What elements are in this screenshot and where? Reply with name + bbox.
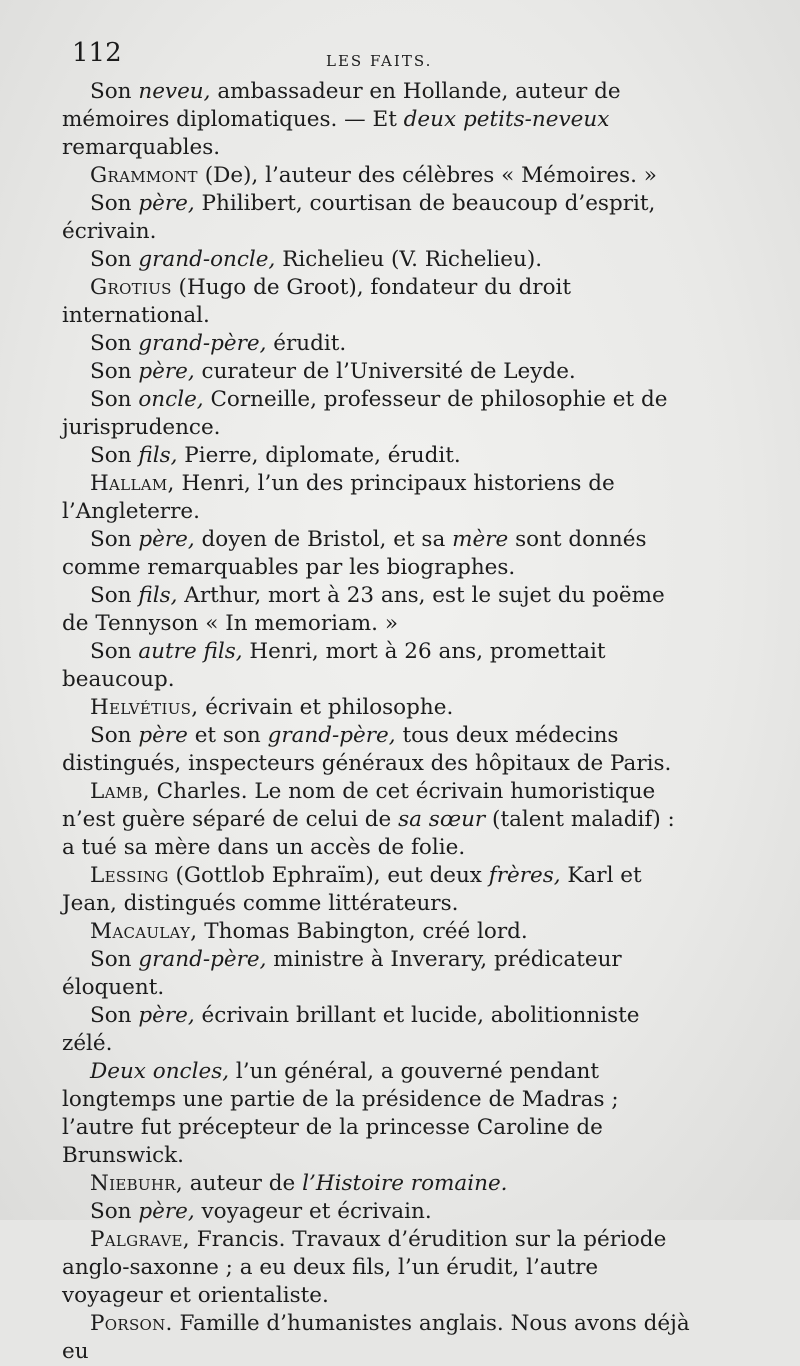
emphasis-text: neveu,: [138, 79, 211, 104]
text-run: Son: [90, 443, 139, 468]
emphasis-text: fils,: [138, 443, 178, 468]
emphasis-text: mère: [452, 527, 509, 552]
text-run: Francis. Travaux d’érudition sur la période anglo-saxonne ; a eu deux fils, l’un érudit, l’autre voyageur et orientaliste.: [62, 1227, 667, 1308]
emphasis-text: père,: [138, 359, 195, 384]
paragraph-macaulay-pere: [62, 1002, 692, 1058]
text-run: sont donnés comme remarquables par les biographes.: [62, 527, 647, 580]
paragraph-macaulay: [62, 918, 692, 946]
text-run: Son: [90, 1003, 139, 1028]
page-header: [72, 38, 740, 78]
emphasis-text: autre fils,: [138, 639, 243, 664]
entry-name: Grammont: [90, 163, 198, 188]
paragraph-niebuhr-pere: [62, 1198, 692, 1226]
paragraph-helvetius-pere: [62, 722, 692, 778]
text-run: Son: [90, 527, 139, 552]
emphasis-text: grand-père,: [138, 947, 267, 972]
text-run: remarquables.: [62, 135, 221, 160]
entry-name: Grotius: [90, 275, 172, 300]
text-run: curateur de l’Université de Leyde.: [194, 359, 576, 384]
emphasis-text: père,: [138, 1003, 195, 1028]
text-run: doyen de Bristol, et sa: [194, 527, 453, 552]
paragraph-hallam-fils: [62, 582, 692, 638]
emphasis-text: grand-père,: [267, 723, 396, 748]
paragraph-grammont: [62, 162, 692, 190]
paragraph-grammont-grand-oncle: [62, 246, 692, 274]
paragraph-hallam-pere: [62, 526, 692, 582]
text-run: ministre à Inverary, prédicateur éloquent.: [62, 947, 622, 1000]
paragraph-lamb: [62, 778, 692, 862]
text-run: écrivain et philosophe.: [198, 695, 454, 720]
text-run: voyageur et écrivain.: [194, 1199, 432, 1224]
text-run: Son: [90, 583, 139, 608]
text-run: Son: [90, 331, 139, 356]
running-title: LES FAITS.: [326, 52, 433, 70]
paragraph-helvetius: [62, 694, 692, 722]
text-run: Henri, mort à 26 ans, promettait beaucoup.: [62, 639, 606, 692]
text-run: érudit.: [266, 331, 347, 356]
paragraph-porson: [62, 1310, 692, 1366]
entry-name: Palgrave,: [90, 1227, 190, 1252]
paragraph-grotius-pere: [62, 358, 692, 386]
emphasis-text: grand-père,: [138, 331, 267, 356]
text-run: Charles. Le nom de cet écrivain humoristique n’est guère séparé de celui de: [62, 779, 656, 832]
text-run: tous deux médecins distingués, inspecteurs généraux des hôpitaux de Paris.: [62, 723, 672, 776]
text-run: Son: [90, 639, 139, 664]
text-run: Son: [90, 79, 139, 104]
emphasis-text: père: [138, 723, 188, 748]
text-run: Son: [90, 359, 139, 384]
emphasis-text: frères,: [488, 863, 561, 888]
text-run: (talent maladif) : a tué sa mère dans un accès de folie.: [62, 807, 675, 860]
emphasis-text: père,: [138, 191, 195, 216]
emphasis-text: père,: [138, 1199, 195, 1224]
paragraph-grammont-pere: [62, 190, 692, 246]
emphasis-text: père,: [138, 527, 195, 552]
paragraph-hallam-autre-fils: [62, 638, 692, 694]
text-run: Son: [90, 387, 139, 412]
text-run: Famille d’humanistes anglais. Nous avons déjà eu: [62, 1311, 690, 1364]
text-run: Richelieu (V. Richelieu).: [275, 247, 543, 272]
text-run: auteur de: [182, 1171, 303, 1196]
text-run: Son: [90, 723, 139, 748]
emphasis-text: fils,: [138, 583, 178, 608]
text-run: ambassadeur en Hollande, auteur de mémoires diplomatiques. — Et: [62, 79, 621, 132]
text-run: Philibert, courtisan de beaucoup d’esprit, écrivain.: [62, 191, 656, 244]
entry-name: Helvétius,: [90, 695, 199, 720]
emphasis-text: deux petits-neveux: [403, 107, 610, 132]
emphasis-text: grand-oncle,: [138, 247, 276, 272]
text-run: et son: [187, 723, 268, 748]
paragraph-macaulay-oncles: [62, 1058, 692, 1170]
paragraph-macaulay-grand-pere: [62, 946, 692, 1002]
text-run: (Hugo de Groot), fondateur du droit international.: [62, 275, 572, 328]
paragraph-grotius-neveu: [62, 78, 692, 162]
text-run: Corneille, professeur de philosophie et de jurisprudence.: [62, 387, 668, 440]
text-run: Arthur, mort à 23 ans, est le sujet du poëme de Tennyson « In memoriam. »: [62, 583, 665, 636]
text-run: Son: [90, 947, 139, 972]
entry-name: Porson.: [90, 1311, 173, 1336]
paragraph-palgrave: [62, 1226, 692, 1310]
emphasis-text: Deux oncles,: [90, 1059, 230, 1084]
text-run: Henri, l’un des principaux historiens de l’Angleterre.: [62, 471, 615, 524]
paragraph-grotius: [62, 274, 692, 330]
text-run: l’un général, a gouverné pendant longtemps une partie de la présidence de Madras ; l’autre fut précepteur de la princesse Caroline de Brunswick.: [62, 1059, 619, 1168]
paragraph-grotius-oncle: [62, 386, 692, 442]
text-run: Pierre, diplomate, érudit.: [177, 443, 461, 468]
text-run: (De), l’auteur des célèbres « Mémoires. »: [197, 163, 657, 188]
emphasis-text: sa sœur: [398, 807, 486, 832]
paragraph-grotius-grand-pere: [62, 330, 692, 358]
text-run: Thomas Babington, créé lord.: [197, 919, 528, 944]
entry-name: Macaulay,: [90, 919, 198, 944]
paragraph-niebuhr: [62, 1170, 692, 1198]
text-run: Son: [90, 247, 139, 272]
text-run: Son: [90, 1199, 139, 1224]
entry-name: Lessing: [90, 863, 169, 888]
paragraph-lessing: [62, 862, 692, 918]
entry-name: Lamb,: [90, 779, 150, 804]
emphasis-text: l’Histoire romaine.: [302, 1171, 508, 1196]
text-run: (Gottlob Ephraïm), eut deux: [168, 863, 489, 888]
entry-name: Hallam,: [90, 471, 175, 496]
body-text: [62, 78, 692, 1366]
text-run: écrivain brillant et lucide, abolitionniste zélé.: [62, 1003, 640, 1056]
paragraph-grotius-fils: [62, 442, 692, 470]
paragraph-hallam: [62, 470, 692, 526]
text-run: Karl et Jean, distingués comme littérateurs.: [62, 863, 642, 916]
entry-name: Niebuhr,: [90, 1171, 183, 1196]
text-run: Son: [90, 191, 139, 216]
page-number: 112: [72, 38, 122, 68]
emphasis-text: oncle,: [138, 387, 204, 412]
